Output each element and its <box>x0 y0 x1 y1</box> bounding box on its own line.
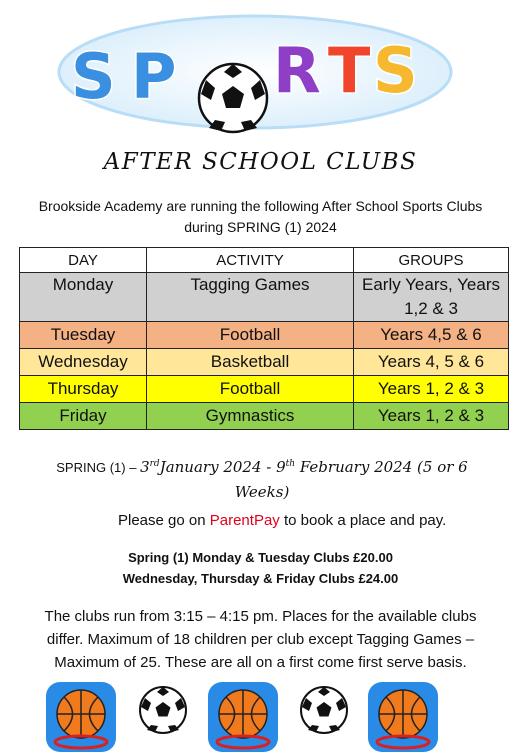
header-activity: ACTIVITY <box>147 248 354 273</box>
svg-text:S: S <box>373 34 418 107</box>
groups-line: Early Years, Years <box>362 275 500 294</box>
svg-text:T: T <box>328 34 371 107</box>
start-suffix: rd <box>149 459 160 469</box>
basketball-app-icon <box>44 680 118 756</box>
groups-cell: Years 1, 2 & 3 <box>354 376 509 403</box>
day-cell: Friday <box>20 403 147 430</box>
clubs-table <box>19 247 509 430</box>
football-icon <box>299 685 349 735</box>
table-row <box>20 403 509 430</box>
payment-text <box>118 512 446 529</box>
activity-cell: Gymnastics <box>147 403 354 430</box>
footer-icons <box>0 678 521 756</box>
football-icon <box>199 64 267 132</box>
groups-cell: Years 4,5 & 6 <box>354 322 509 349</box>
note-line: The clubs run from 3:15 – 4:15 pm. Places for the available clubs <box>44 608 477 625</box>
activity-cell: Football <box>147 376 354 403</box>
term-dates-line <box>22 452 502 480</box>
note-line: differ. Maximum of 18 children per club except Tagging Games – <box>46 631 475 648</box>
header-groups: GROUPS <box>354 248 509 273</box>
table-row <box>20 376 509 403</box>
page-title: AFTER SCHOOL CLUBS <box>103 149 418 175</box>
activity-cell: Tagging Games <box>147 273 354 322</box>
term-prefix: SPRING (1) – <box>56 460 141 475</box>
note-line: Maximum of 25. These are all on a first come first serve basis. <box>54 654 467 671</box>
end-suffix: th <box>285 459 296 469</box>
start-day: 3 <box>140 458 150 476</box>
start-date: January 2024 - <box>159 458 277 476</box>
parentpay-link[interactable]: ParentPay <box>209 512 280 529</box>
groups-cell <box>354 273 509 322</box>
end-date: February 2024 (5 or 6 <box>295 458 468 476</box>
payment-before: Please go on <box>118 512 210 529</box>
table-row <box>20 349 509 376</box>
header-day: DAY <box>20 248 147 273</box>
club-prices <box>0 547 521 589</box>
svg-text:P: P <box>131 40 177 113</box>
price-line: Wednesday, Thursday & Friday Clubs £24.00 <box>122 571 399 586</box>
table-row <box>20 322 509 349</box>
activity-cell: Basketball <box>147 349 354 376</box>
intro-line: Brookside Academy are running the following After School Sports Clubs <box>38 198 483 214</box>
svg-text:R: R <box>273 34 321 107</box>
term-dates-line2: Weeks) <box>234 483 290 501</box>
svg-text:S: S <box>71 40 116 113</box>
day-cell: Tuesday <box>20 322 147 349</box>
groups-cell: Years 1, 2 & 3 <box>354 403 509 430</box>
payment-after: to book a place and pay. <box>279 512 447 529</box>
intro-line: during SPRING (1) 2024 <box>184 219 337 235</box>
table-header-row <box>20 248 509 273</box>
clubs-note <box>20 605 501 674</box>
end-day: 9 <box>276 458 286 476</box>
sports-logo <box>55 12 455 134</box>
price-line: Spring (1) Monday & Tuesday Clubs £20.00 <box>128 550 393 565</box>
table-row <box>20 273 509 322</box>
football-icon <box>138 685 188 735</box>
intro-text <box>20 196 501 238</box>
day-cell: Monday <box>20 273 147 322</box>
day-cell: Wednesday <box>20 349 147 376</box>
basketball-app-icon <box>366 680 440 756</box>
basketball-app-icon <box>206 680 280 756</box>
activity-cell: Football <box>147 322 354 349</box>
groups-line: 1,2 & 3 <box>404 299 458 318</box>
groups-cell: Years 4, 5 & 6 <box>354 349 509 376</box>
term-dates <box>22 452 502 504</box>
day-cell: Thursday <box>20 376 147 403</box>
